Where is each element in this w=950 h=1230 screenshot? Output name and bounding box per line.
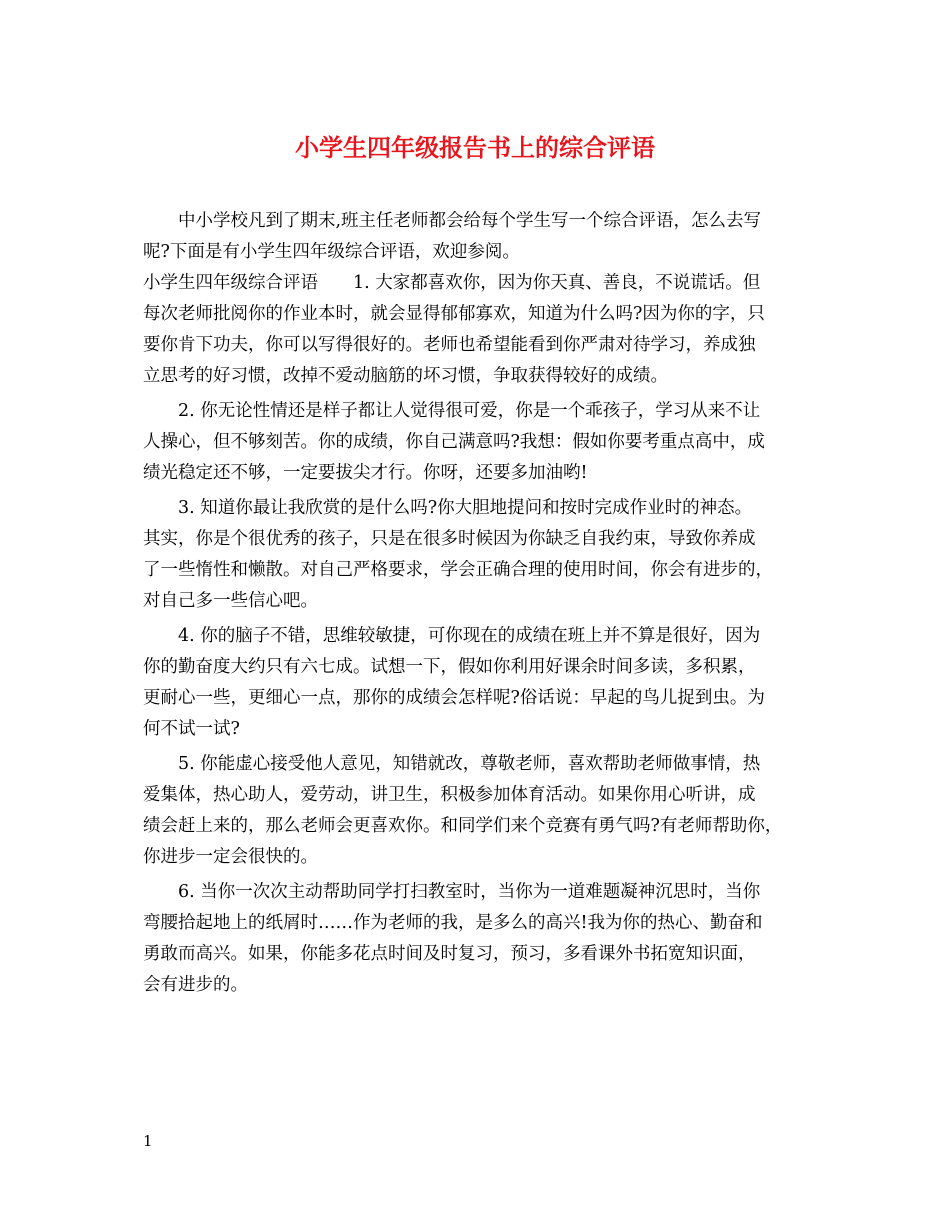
document-body [143, 206, 815, 1001]
text-line: 小学生四年级综合评语 1. 大家都喜欢你，因为你天真、善良，不说谎话。但 [143, 273, 761, 293]
text-line: 2. 你无论性情还是样子都让人觉得很可爱，你是一个乖孩子，学习从来不让 [178, 401, 761, 421]
text-line: 5. 你能虚心接受他人意见，知错就改，尊敬老师，喜欢帮助老师做事情，热 [178, 754, 761, 774]
document-title: 小学生四年级报告书上的综合评语 [295, 133, 655, 162]
text-line: 对自己多一些信心吧。 [143, 591, 318, 611]
text-line: 呢?下面是有小学生四年级综合评语，欢迎参阅。 [143, 242, 520, 262]
page-number: 1 [143, 1132, 153, 1150]
text-line: 要你肯下功夫，你可以写得很好的。老师也希望能看到你严肃对待学习，养成独 [143, 335, 756, 355]
text-line: 4. 你的脑子不错，思维较敏捷，可你现在的成绩在班上并不算是很好，因为 [178, 626, 761, 646]
text-line: 勇敢而高兴。如果，你能多花点时间及时复习，预习，多看课外书拓宽知识面， [143, 944, 756, 964]
comment-paragraph-2 [143, 396, 815, 489]
text-line: 爱集体，热心助人，爱劳动，讲卫生，积极参加体育活动。如果你用心听讲，成 [143, 785, 756, 805]
text-line: 更耐心一些，更细心一点，那你的成绩会怎样呢?俗话说：早起的鸟儿捉到虫。为 [143, 688, 765, 708]
comment-paragraph-5 [143, 749, 815, 873]
text-line: 绩会赶上来的，那么老师会更喜欢你。和同学们来个竞赛有勇气吗?有老师帮助你， [143, 816, 783, 836]
text-line: 3. 知道你最让我欣赏的是什么吗?你大胆地提问和按时完成作业时的神态。 [178, 498, 753, 518]
intro-paragraph [143, 206, 815, 268]
text-line: 了一些惰性和懒散。对自己严格要求，学会正确合理的使用时间，你会有进步的， [143, 560, 773, 580]
comment-paragraph-6 [143, 877, 815, 1001]
text-line: 人操心，但不够刻苦。你的成绩，你自己满意吗?我想：假如你要考重点高中，成 [143, 432, 765, 452]
comment-paragraph-1 [143, 268, 815, 392]
text-line: 绩光稳定还不够，一定要拔尖才行。你呀，还要多加油哟! [143, 463, 588, 483]
text-line: 会有进步的。 [143, 975, 248, 995]
text-line: 6. 当你一次次主动帮助同学打扫教室时，当你为一道难题凝神沉思时，当你 [178, 882, 761, 902]
text-line: 中小学校凡到了期末,班主任老师都会给每个学生写一个综合评语，怎么去写 [178, 211, 762, 231]
comment-paragraph-3 [143, 493, 815, 617]
comment-paragraph-4 [143, 621, 815, 745]
text-line: 立思考的好习惯，改掉不爱动脑筋的坏习惯，争取获得较好的成绩。 [143, 366, 668, 386]
text-line: 你的勤奋度大约只有六七成。试想一下，假如你利用好课余时间多读，多积累， [143, 657, 756, 677]
text-line: 何不试一试? [143, 719, 240, 739]
text-line: 其实，你是个很优秀的孩子，只是在很多时候因为你缺乏自我约束，导致你养成 [143, 529, 756, 549]
text-line: 你进步一定会很快的。 [143, 847, 318, 867]
text-line: 弯腰拾起地上的纸屑时……作为老师的我，是多么的高兴!我为你的热心、勤奋和 [143, 913, 763, 933]
text-line: 每次老师批阅你的作业本时，就会显得郁郁寡欢，知道为什么吗?因为你的字，只 [143, 304, 765, 324]
